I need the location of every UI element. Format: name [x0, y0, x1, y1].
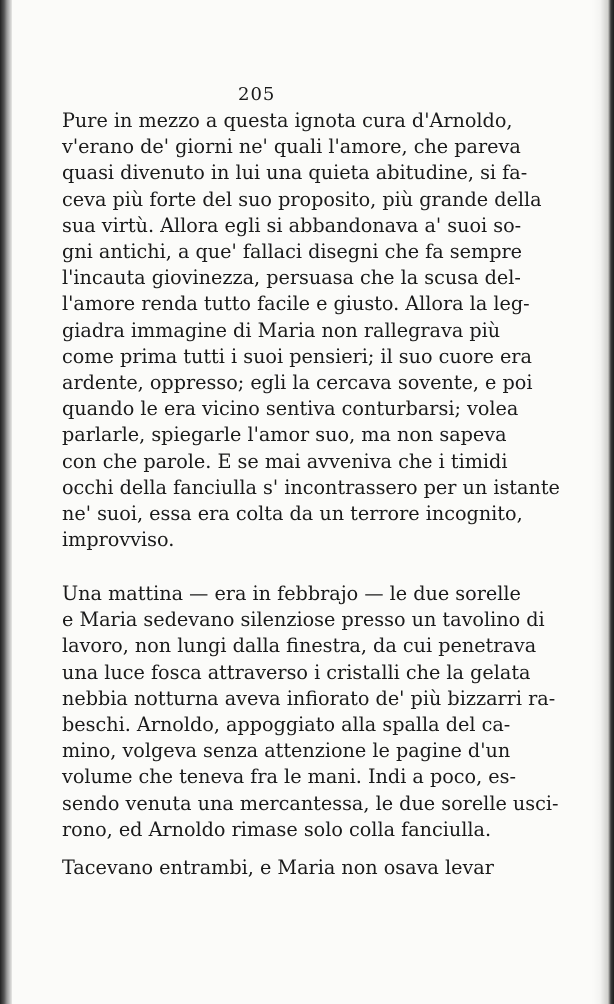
text-line: mino, volgeva senza attenzione le pagine d'un — [62, 739, 511, 763]
text-line: ne' suoi, essa era colta da un terrore incognito, — [62, 502, 523, 526]
text-line: ceva più forte del suo proposito, più grande della — [62, 187, 542, 211]
text-line: lavoro, non lungi dalla finestra, da cui penetrava — [62, 634, 537, 658]
page-edge — [592, 0, 614, 1004]
text-line: con che parole. E se mai avveniva che i timidi — [62, 449, 508, 473]
text-line: improvviso. — [62, 528, 175, 552]
text-line: volume che teneva fra le mani. Indi a poco, es- — [62, 765, 516, 789]
binding-edge — [0, 0, 12, 1004]
text-line: v'erano de' giorni ne' quali l'amore, che pareva — [62, 135, 521, 159]
text-line: come prima tutti i suoi pensieri; il suo cuore era — [62, 344, 532, 368]
text-line: giadra immagine di Maria non rallegrava più — [62, 318, 501, 342]
text-line: occhi della fanciulla s' incontrassero per un istante — [62, 475, 560, 499]
text-line: nebbia notturna aveva infiorato de' più bizzarri ra- — [62, 686, 556, 710]
page-number: 205 — [238, 84, 276, 105]
text-line: beschi. Arnoldo, appoggiato alla spalla del ca- — [62, 713, 511, 737]
text-line: sua virtù. Allora egli si abbandonava a' suoi so- — [62, 213, 522, 237]
text-line: l'incauta giovinezza, persuasa che la scusa del- — [62, 266, 521, 290]
paragraph-2 — [62, 581, 559, 843]
text-line: Pure in mezzo a questa ignota cura d'Arnoldo, — [62, 109, 513, 132]
text-line: rono, ed Arnoldo rimase solo colla fanciulla. — [62, 817, 492, 841]
text-line: Tacevano entrambi, e Maria non osava levar — [62, 856, 494, 879]
text-line: quasi divenuto in lui una quieta abitudine, si fa- — [62, 161, 528, 185]
paragraph-3 — [62, 855, 494, 881]
text-line: l'amore renda tutto facile e giusto. Allora la leg- — [62, 292, 530, 316]
text-line: quando le era vicino sentiva conturbarsi; volea — [62, 397, 519, 421]
text-line: ardente, oppresso; egli la cercava sovente, e poi — [62, 371, 533, 395]
text-line: sendo venuta una mercantessa, le due sorelle usci- — [62, 791, 559, 815]
text-line: gni antichi, a que' fallaci disegni che fa sempre — [62, 240, 523, 264]
text-line: Una mattina — era in febbrajo — le due sorelle — [62, 582, 521, 605]
paragraph-1 — [62, 108, 560, 553]
text-line: parlarle, spiegarle l'amor suo, ma non sapeva — [62, 423, 507, 447]
text-line: una luce fosca attraverso i cristalli che la gelata — [62, 660, 531, 684]
text-line: e Maria sedevano silenziose presso un tavolino di — [62, 608, 545, 632]
